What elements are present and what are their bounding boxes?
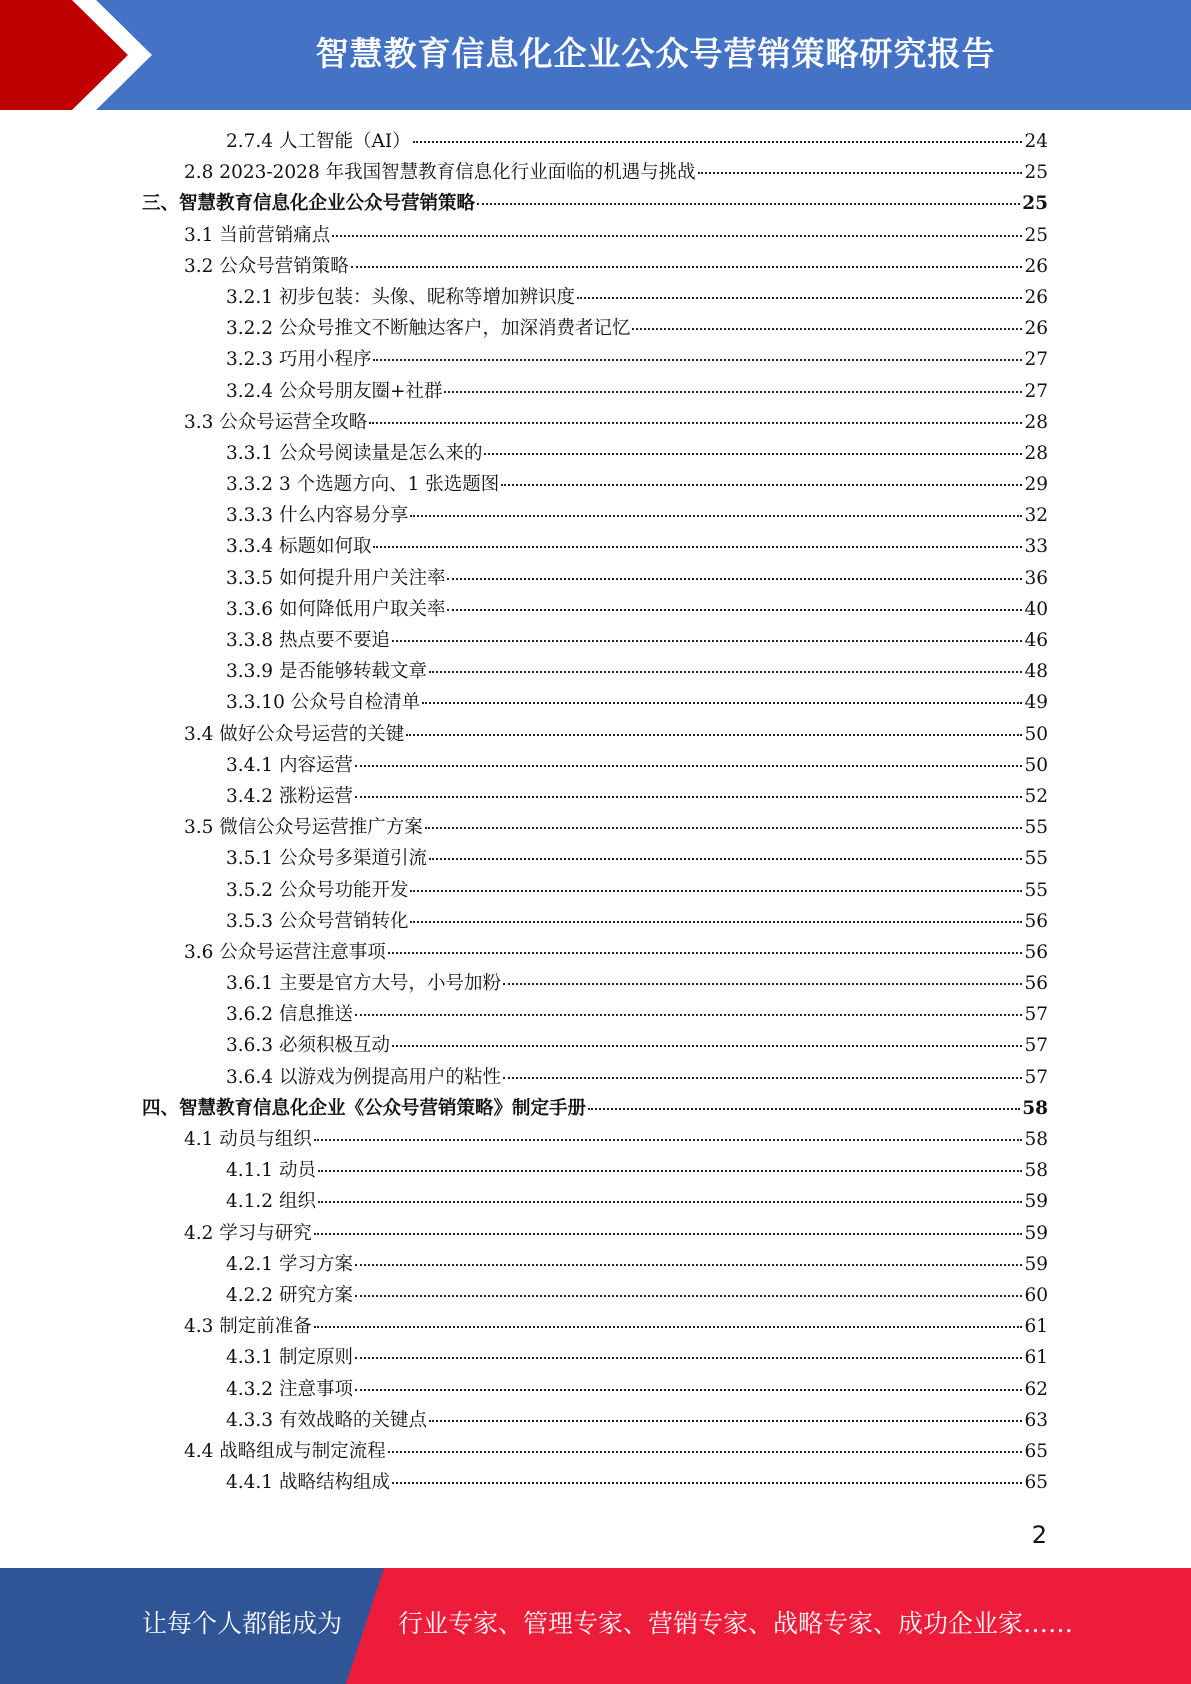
toc-entry[interactable] (142, 501, 1048, 532)
toc-entry-label: 3.6.1 主要是官方大号，小号加粉 (226, 973, 501, 995)
toc-entry-label: 3.6.3 必须积极互动 (226, 1035, 390, 1057)
toc-entry-page: 63 (1024, 1409, 1048, 1431)
toc-dot-leader (410, 515, 1022, 517)
toc-entry[interactable] (142, 844, 1048, 875)
toc-entry-label: 3.3.1 公众号阅读量是怎么来的 (226, 442, 483, 464)
toc-entry-page: 36 (1024, 567, 1048, 589)
toc-entry[interactable] (142, 1312, 1048, 1343)
toc-entry[interactable] (142, 813, 1048, 844)
toc-entry-label: 3.3.10 公众号自检清单 (226, 692, 421, 714)
toc-dot-leader (429, 671, 1022, 673)
toc-dot-leader (355, 796, 1023, 798)
toc-entry[interactable] (142, 720, 1048, 751)
toc-entry-label: 三、智慧教育信息化企业公众号营销策略 (142, 193, 476, 215)
toc-dot-leader (425, 827, 1023, 829)
toc-entry-page: 48 (1024, 661, 1048, 683)
toc-entry[interactable] (142, 1031, 1048, 1062)
toc-entry[interactable] (142, 314, 1048, 345)
toc-entry-label: 4.3.1 制定原则 (226, 1347, 353, 1369)
toc-entry-page: 29 (1024, 474, 1048, 496)
toc-dot-leader (355, 765, 1023, 767)
toc-entry-label: 4.4.1 战略结构组成 (226, 1472, 390, 1494)
toc-entry-page: 56 (1024, 941, 1048, 963)
toc-entry-page: 28 (1024, 411, 1048, 433)
toc-entry-label: 3.6.4 以游戏为例提高用户的粘性 (226, 1066, 501, 1088)
toc-entry-page: 24 (1024, 131, 1048, 152)
toc-dot-leader (373, 359, 1022, 361)
toc-entry-label: 3.2 公众号营销策略 (184, 255, 349, 277)
toc-entry-page: 61 (1024, 1347, 1048, 1369)
toc-entry[interactable] (142, 1094, 1048, 1125)
toc-dot-leader (373, 546, 1022, 548)
toc-dot-leader (318, 1201, 1023, 1203)
toc-dot-leader (410, 890, 1022, 892)
toc-dot-leader (314, 1233, 1023, 1235)
toc-dot-leader (392, 640, 1022, 642)
toc-entry-page: 33 (1024, 536, 1048, 558)
toc-dot-leader (698, 172, 1023, 174)
toc-dot-leader (447, 578, 1022, 580)
toc-entry[interactable] (142, 283, 1048, 314)
toc-dot-leader (388, 952, 1023, 954)
toc-entry-label: 3.4.1 内容运营 (226, 754, 353, 776)
toc-dot-leader (501, 484, 1022, 486)
toc-entry-label: 4.1.2 组织 (226, 1191, 316, 1213)
toc-entry[interactable] (142, 876, 1048, 907)
toc-entry-label: 3.5.3 公众号营销转化 (226, 910, 409, 932)
toc-entry-page: 58 (1022, 1097, 1048, 1119)
toc-entry-page: 26 (1024, 318, 1048, 340)
page-number: 2 (1031, 1521, 1047, 1549)
header-banner (0, 0, 1191, 110)
toc-dot-leader (444, 391, 1022, 393)
toc-entry[interactable] (142, 1219, 1048, 1250)
table-of-contents (142, 127, 1048, 1499)
toc-entry[interactable] (142, 1406, 1048, 1437)
toc-entry-page: 50 (1024, 754, 1048, 776)
toc-entry-label: 4.2.1 学习方案 (226, 1253, 353, 1275)
toc-entry[interactable] (142, 221, 1048, 252)
toc-entry[interactable] (142, 1250, 1048, 1281)
toc-dot-leader (410, 921, 1022, 923)
toc-entry[interactable] (142, 1468, 1048, 1499)
toc-entry-page: 52 (1024, 785, 1048, 807)
toc-dot-leader (429, 1420, 1022, 1422)
toc-entry-page: 25 (1022, 193, 1048, 215)
toc-entry-label: 2.8 2023-2028 年我国智慧教育信息化行业面临的机遇与挑战 (184, 162, 696, 184)
toc-dot-leader (392, 1482, 1022, 1484)
toc-entry[interactable] (142, 969, 1048, 1000)
toc-entry-page: 40 (1024, 598, 1048, 620)
toc-entry[interactable] (142, 1281, 1048, 1312)
toc-entry-label: 3.3.8 热点要不要追 (226, 630, 390, 651)
toc-entry-label: 3.2.4 公众号朋友圈+社群 (226, 380, 443, 402)
toc-entry-page: 59 (1024, 1253, 1048, 1275)
toc-entry-page: 46 (1024, 630, 1048, 651)
toc-entry-label: 4.2.2 研究方案 (226, 1284, 353, 1306)
toc-entry[interactable] (142, 439, 1048, 470)
toc-entry-page: 57 (1024, 1035, 1048, 1057)
toc-dot-leader (422, 702, 1022, 704)
toc-dot-leader (413, 141, 1023, 143)
toc-entry[interactable] (142, 1437, 1048, 1468)
toc-entry-page: 27 (1024, 349, 1048, 371)
toc-entry-label: 3.5.2 公众号功能开发 (226, 879, 409, 901)
toc-entry[interactable] (142, 377, 1048, 408)
toc-dot-leader (314, 1139, 1023, 1141)
footer-slogan-right: 行业专家、管理专家、营销专家、战略专家、成功企业家…… (398, 1609, 1074, 1638)
toc-entry-label: 4.3.3 有效战略的关键点 (226, 1409, 427, 1431)
toc-entry-page: 25 (1024, 224, 1048, 246)
toc-dot-leader (351, 266, 1023, 268)
toc-entry[interactable] (142, 1000, 1048, 1031)
toc-dot-leader (477, 203, 1020, 205)
toc-entry[interactable] (142, 657, 1048, 688)
toc-entry-label: 3.6.2 信息推送 (226, 1004, 353, 1026)
toc-entry-label: 3.3.5 如何提升用户关注率 (226, 567, 446, 589)
toc-entry-label: 3.5 微信公众号运营推广方案 (184, 817, 423, 839)
toc-dot-leader (447, 609, 1022, 611)
toc-dot-leader (355, 1389, 1023, 1391)
toc-dot-leader (314, 1326, 1023, 1328)
toc-entry-page: 56 (1024, 973, 1048, 995)
toc-entry[interactable] (142, 470, 1048, 501)
toc-entry-label: 4.4 战略组成与制定流程 (184, 1440, 386, 1462)
toc-dot-leader (632, 328, 1022, 330)
toc-entry-page: 26 (1024, 255, 1048, 277)
toc-dot-leader (318, 1170, 1023, 1172)
toc-entry-page: 55 (1024, 817, 1048, 839)
toc-dot-leader (388, 1451, 1023, 1453)
toc-entry-page: 27 (1024, 380, 1048, 402)
toc-entry-label: 4.2 学习与研究 (184, 1222, 312, 1244)
toc-entry-label: 四、智慧教育信息化企业《公众号营销策略》制定手册 (142, 1097, 587, 1119)
toc-entry-label: 4.1 动员与组织 (184, 1129, 312, 1150)
toc-entry-page: 58 (1024, 1129, 1048, 1150)
toc-entry-page: 50 (1024, 723, 1048, 745)
toc-entry-label: 4.3 制定前准备 (184, 1316, 312, 1338)
toc-entry-label: 3.3.6 如何降低用户取关率 (226, 598, 446, 620)
toc-entry-page: 57 (1024, 1066, 1048, 1088)
toc-entry-label: 3.2.3 巧用小程序 (226, 349, 372, 371)
footer-slogan-left: 让每个人都能成为 (142, 1609, 343, 1638)
toc-entry-label: 4.3.2 注意事项 (226, 1378, 353, 1400)
toc-entry[interactable] (142, 532, 1048, 563)
toc-dot-leader (588, 1108, 1020, 1110)
toc-entry-page: 57 (1024, 1004, 1048, 1026)
toc-entry[interactable] (142, 408, 1048, 439)
toc-dot-leader (369, 422, 1022, 424)
toc-entry[interactable] (142, 1187, 1048, 1218)
toc-entry-page: 58 (1024, 1160, 1048, 1182)
toc-entry-page: 65 (1024, 1440, 1048, 1462)
toc-entry-page: 56 (1024, 910, 1048, 932)
toc-entry[interactable] (142, 189, 1048, 220)
toc-entry[interactable] (142, 907, 1048, 938)
toc-entry[interactable] (142, 127, 1048, 158)
toc-entry[interactable] (142, 1343, 1048, 1374)
toc-entry-page: 65 (1024, 1472, 1048, 1494)
toc-entry-page: 59 (1024, 1191, 1048, 1213)
toc-entry-label: 3.3.4 标题如何取 (226, 536, 372, 558)
toc-entry-page: 25 (1024, 162, 1048, 184)
toc-entry-label: 4.1.1 动员 (226, 1160, 316, 1182)
toc-entry-label: 3.2.2 公众号推文不断触达客户，加深消费者记忆 (226, 318, 631, 340)
toc-entry-page: 28 (1024, 442, 1048, 464)
toc-entry[interactable] (142, 158, 1048, 189)
toc-entry[interactable] (142, 1156, 1048, 1187)
toc-dot-leader (355, 1014, 1023, 1016)
toc-entry[interactable] (142, 1063, 1048, 1094)
toc-entry-label: 3.4 做好公众号运营的关键 (184, 723, 405, 745)
toc-entry[interactable] (142, 688, 1048, 719)
toc-dot-leader (503, 983, 1022, 985)
toc-dot-leader (332, 235, 1022, 237)
toc-entry-label: 3.4.2 涨粉运营 (226, 785, 353, 807)
toc-dot-leader (503, 1077, 1022, 1079)
document-title: 智慧教育信息化企业公众号营销策略研究报告 (315, 34, 996, 73)
toc-entry-label: 3.3.3 什么内容易分享 (226, 505, 409, 527)
toc-entry[interactable] (142, 626, 1048, 657)
toc-entry-page: 62 (1024, 1378, 1048, 1400)
toc-entry-label: 3.3 公众号运营全攻略 (184, 411, 368, 433)
toc-dot-leader (392, 1045, 1022, 1047)
toc-entry-page: 59 (1024, 1222, 1048, 1244)
toc-dot-leader (355, 1264, 1023, 1266)
toc-entry-label: 3.5.1 公众号多渠道引流 (226, 848, 427, 870)
toc-entry-page: 55 (1024, 879, 1048, 901)
toc-dot-leader (429, 858, 1022, 860)
toc-entry[interactable] (142, 1375, 1048, 1406)
toc-entry-page: 32 (1024, 505, 1048, 527)
footer-banner (0, 1568, 1191, 1684)
toc-entry-label: 3.3.2 3 个选题方向、1 张选题图 (226, 474, 500, 496)
toc-entry[interactable] (142, 595, 1048, 626)
toc-entry-label: 3.2.1 初步包装：头像、昵称等增加辨识度 (226, 286, 575, 308)
toc-entry-page: 55 (1024, 848, 1048, 870)
toc-entry-label: 3.3.9 是否能够转载文章 (226, 661, 427, 683)
toc-entry[interactable] (142, 938, 1048, 969)
toc-entry-label: 3.6 公众号运营注意事项 (184, 941, 386, 963)
toc-entry-page: 49 (1024, 692, 1048, 714)
toc-dot-leader (355, 1357, 1023, 1359)
toc-entry[interactable] (142, 782, 1048, 813)
toc-entry-page: 60 (1024, 1284, 1048, 1306)
toc-dot-leader (484, 453, 1022, 455)
toc-entry-page: 61 (1024, 1316, 1048, 1338)
toc-entry[interactable] (142, 564, 1048, 595)
toc-entry-page: 26 (1024, 286, 1048, 308)
toc-entry-label: 3.1 当前营销痛点 (184, 224, 331, 246)
toc-dot-leader (577, 297, 1022, 299)
toc-entry[interactable] (142, 252, 1048, 283)
toc-dot-leader (406, 734, 1022, 736)
toc-entry[interactable] (142, 345, 1048, 376)
toc-entry[interactable] (142, 1125, 1048, 1156)
toc-dot-leader (355, 1295, 1023, 1297)
toc-entry[interactable] (142, 751, 1048, 782)
toc-entry-label: 2.7.4 人工智能（AI） (226, 131, 411, 152)
